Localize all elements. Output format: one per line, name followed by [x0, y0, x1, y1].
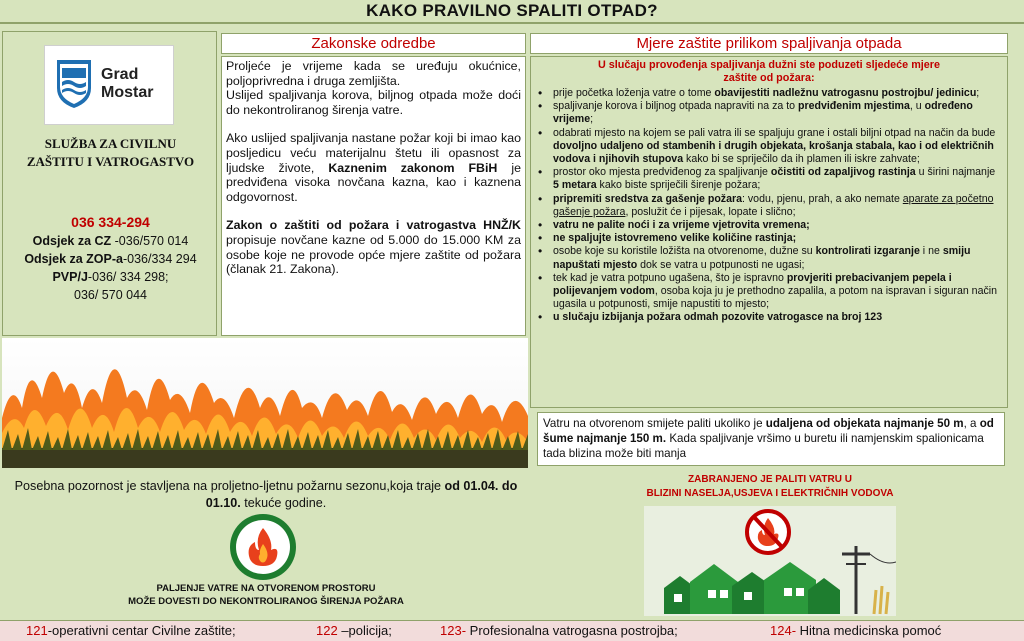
- warning-line2: MOŽE DOVESTI DO NEKONTROLIRANOG ŠIRENJA POŽARA: [128, 596, 404, 607]
- season-text: Posebna pozornost je stavljena na proljetno-ljetnu požarnu sezonu,koja traje od 01.04. do 01.10. tekuće godine.: [14, 479, 518, 510]
- contact-pvp-label: PVP/J: [52, 270, 88, 284]
- legal-p3-b: Kaznenim zakonom FBiH: [328, 160, 498, 175]
- contact-cz-value: -036/570 014: [111, 234, 189, 248]
- ban-line1: ZABRANJENO JE PALITI VATRU U: [688, 474, 852, 485]
- legal-p3-c: je predviđena visoka novčana kazna, kao i kaznena odgovornost.: [226, 160, 521, 204]
- city-logo: [44, 45, 174, 125]
- list-item: • prije početka loženja vatre o tome obavijestiti nadležnu vatrogasnu postrojbu/ jedinicu;: [535, 87, 1003, 100]
- shield-icon: [55, 58, 93, 110]
- legal-p3-a: Ako uslijed spaljivanja nastane požar koji bi imao kao posljedicu veću materijalnu štetu ili opasnost za ljudske živote,: [226, 131, 521, 175]
- list-item: • u slučaju izbijanja požara odmah pozovite vatrogasce na broj 123: [535, 311, 1003, 324]
- distance-note: Vatru na otvorenom smijete paliti ukoliko je udaljena od objekata najmanje 50 m, a od šume najmanje 150 m. Kada spaljivanje vršimo u buretu ili namjenskim spalionicama tada blizina može biti manja: [537, 412, 1005, 466]
- measures-panel: [530, 56, 1008, 408]
- legal-p1: Proljeće je vrijeme kada se uređuju okućnice, poljoprivredna i druga zemljišta.: [226, 59, 521, 88]
- legal-p4: [226, 218, 521, 276]
- legal-p2: Uslijed spaljivanja korova, biljnog otpada može doći do nekontroliranog širenja vatre.: [226, 88, 521, 117]
- list-item: • ne spaljujte istovremeno velike količine rastinja;: [535, 232, 1003, 245]
- contact-pvp-value: -036/ 334 298;: [87, 270, 169, 284]
- contact-zop-label: Odsjek za ZOP-a: [24, 252, 123, 266]
- contact-zop-value: -036/334 294: [122, 252, 197, 266]
- ban-illustration: [644, 506, 896, 616]
- list-item: • vatru ne palite noći i za vrijeme vjetrovita vremena;: [535, 219, 1003, 232]
- contact-pvp: [3, 270, 218, 284]
- emergency-fire: 123- Profesionalna vatrogasna postrojba;: [440, 623, 678, 638]
- legal-p3: [226, 131, 521, 204]
- left-panel: [2, 31, 217, 336]
- measures-header: Mjere zaštite prilikom spaljivanja otpada: [530, 33, 1008, 54]
- main-phone: 036 334-294: [71, 214, 150, 230]
- contact-extra: 036/ 570 044: [74, 288, 147, 302]
- list-item: • prostor oko mjesta predviđenog za spaljivanje očistiti od zapaljivog rastinja u širini najmanje 5 metara kako biste spriječili širenje požara;: [535, 166, 1003, 192]
- no-fire-village-icon: [644, 506, 896, 616]
- measures-intro: U slučaju provođenja spaljivanja dužni ste poduzeti sljedeće mjere zaštite od požara:: [598, 59, 940, 84]
- page-title: KAKO PRAVILNO SPALITI OTPAD?: [0, 0, 1024, 24]
- org-name-line2: ZAŠTITU I VATROGASTVO: [26, 154, 195, 169]
- list-item: • osobe koje su koristile ložišta na otvorenome, dužne su kontrolirati izgaranje i ne smiju napuštati mjesto dok se vatra u potpunosti ne ugasi;: [535, 245, 1003, 271]
- emergency-medical: 124- Hitna medicinska pomoć: [770, 623, 942, 638]
- flame-icon: [245, 526, 281, 568]
- emergency-police: 122 –policija;: [316, 623, 392, 638]
- list-item: • odabrati mjesto na kojem se pali vatra ili se spaljuju grane i ostali biljni otpad na način da bude dovoljno udaljeno od stambenih i drugih objekata, krošanja stabala, kao i od električnih vodova i njihovih stupova kako bi se spriječilo da ih plamen ili iskre zahvate;: [535, 127, 1003, 167]
- logo-text-mostar: Mostar: [101, 84, 154, 101]
- logo-text-grad: Grad: [101, 66, 139, 83]
- warning-line1: PALJENJE VATRE NA OTVORENOM PROSTORU: [156, 583, 376, 594]
- legal-p4-b: propisuje novčane kazne od 5.000 do 15.000 KM za osobe koje ne provode opće mjere zaštite od požara (članak 21. Zakona).: [226, 232, 521, 277]
- fire-image: [2, 338, 528, 468]
- contact-zop: [3, 252, 218, 266]
- ban-line2: BLIZINI NASELJA,USJEVA I ELEKTRIČNIH VODOVA: [646, 488, 894, 499]
- list-item: • tek kad je vatra potpuno ugašena, što je ispravno provjeriti prebacivanjem pepela i polijevanjem vodom, osoba koja ju je prethodno zapalila, a potom na ispravan i siguran način ugasila u potpunosti, smije napustiti to mjesto;: [535, 272, 1003, 312]
- legal-panel: [221, 56, 526, 336]
- fire-warning-icon: [230, 514, 296, 580]
- list-item: • pripremiti sredstva za gašenje požara: vodu, pjenu, prah, a ako nemate aparate za početno gašenje požara, poslužit će i pijesak, lopate i slično;: [535, 193, 1003, 219]
- legal-header: Zakonske odredbe: [221, 33, 526, 54]
- list-item: • spaljivanje korova i biljnog otpada napraviti na za to predviđenim mjestima, u određeno vrijeme;: [535, 100, 1003, 126]
- contact-cz-label: Odsjek za CZ: [32, 234, 112, 248]
- org-name-line1: SLUŽBA ZA CIVILNU: [44, 136, 177, 151]
- legal-p4-a: Zakon o zaštiti od požara i vatrogastva HNŽ/K: [226, 218, 521, 233]
- flames-illustration: [2, 338, 528, 468]
- contact-cz: [3, 234, 218, 248]
- measures-list: [535, 87, 1003, 325]
- emergency-civil-protection: 121-operativni centar Civilne zaštite;: [26, 623, 236, 638]
